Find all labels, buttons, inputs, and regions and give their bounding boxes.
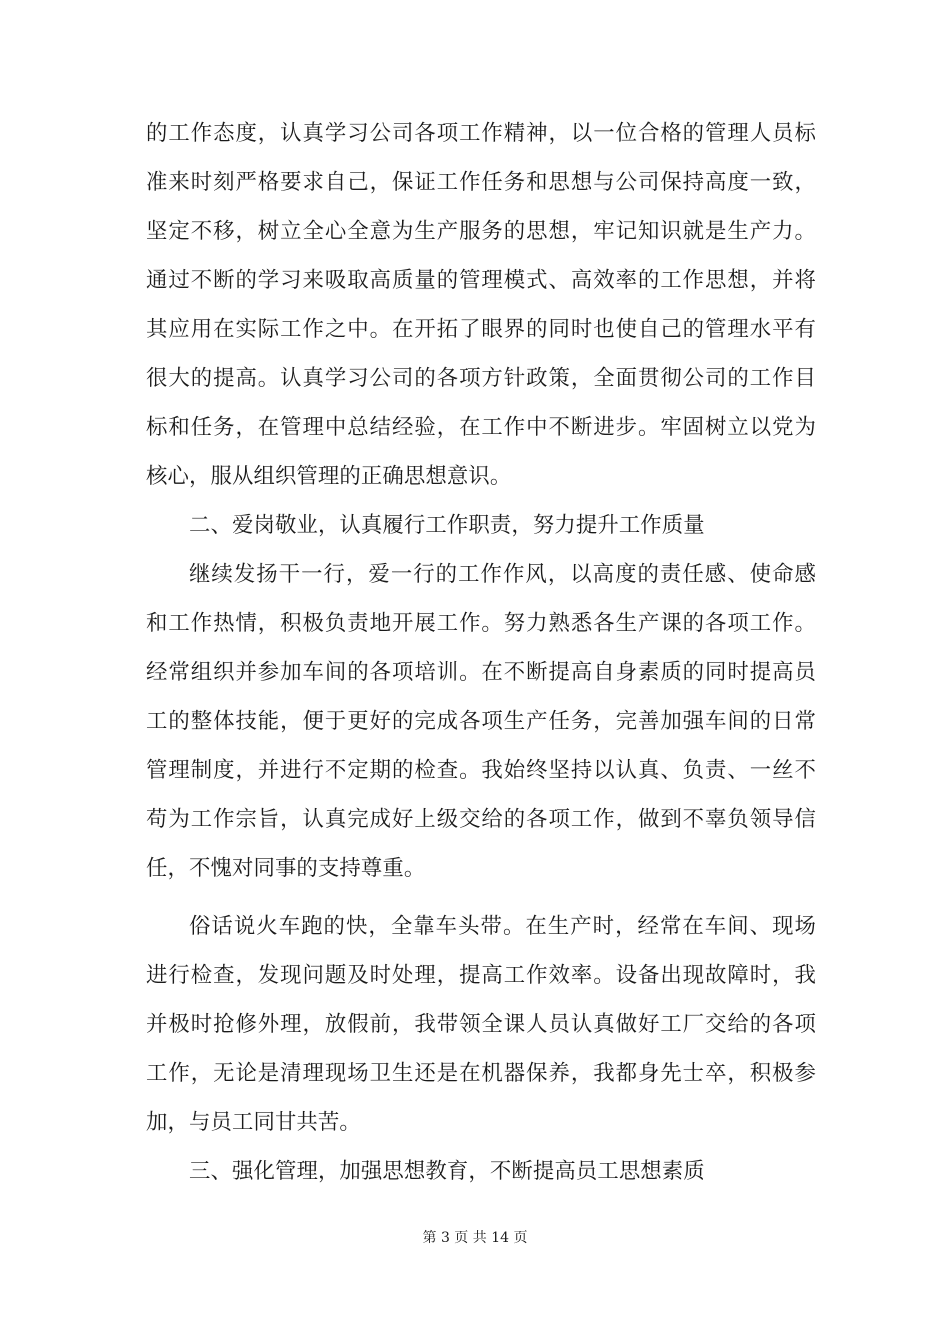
section-heading: 二、爱岗敬业，认真履行工作职责，努力提升工作质量 bbox=[189, 513, 705, 538]
body-line: 很大的提高。认真学习公司的各项方针政策，全面贯彻公司的工作目 bbox=[146, 366, 816, 391]
body-line: 工作，无论是清理现场卫生还是在机器保养，我都身先士卒，积极参 bbox=[146, 1061, 816, 1086]
body-line: 准来时刻严格要求自己，保证工作任务和思想与公司保持高度一致， bbox=[146, 170, 816, 195]
body-line: 核心，服从组织管理的正确思想意识。 bbox=[146, 464, 512, 489]
body-line: 俗话说火车跑的快，全靠车头带。在生产时，经常在车间、现场 bbox=[189, 914, 816, 939]
body-line: 和工作热情，积极负责地开展工作。努力熟悉各生产课的各项工作。 bbox=[146, 611, 816, 636]
section-heading: 三、强化管理，加强思想教育，不断提高员工思想素质 bbox=[189, 1159, 705, 1184]
page-number-footer: 第 3 页 共 14 页 bbox=[422, 1230, 528, 1246]
body-line: 进行检查，发现问题及时处理，提高工作效率。设备出现故障时，我 bbox=[146, 963, 816, 988]
body-line: 的工作态度，认真学习公司各项工作精神，以一位合格的管理人员标 bbox=[146, 121, 816, 146]
body-line: 继续发扬干一行，爱一行的工作作风，以高度的责任感、使命感 bbox=[189, 562, 816, 587]
body-line: 其应用在实际工作之中。在开拓了眼界的同时也使自己的管理水平有 bbox=[146, 317, 816, 342]
body-line: 标和任务，在管理中总结经验，在工作中不断进步。牢固树立以党为 bbox=[146, 415, 816, 440]
body-line: 坚定不移，树立全心全意为生产服务的思想，牢记知识就是生产力。 bbox=[146, 219, 816, 244]
body-line: 通过不断的学习来吸取高质量的管理模式、高效率的工作思想，并将 bbox=[146, 268, 816, 293]
body-line: 工的整体技能，便于更好的完成各项生产任务，完善加强车间的日常 bbox=[146, 709, 816, 734]
body-line: 经常组织并参加车间的各项培训。在不断提高自身素质的同时提高员 bbox=[146, 660, 816, 685]
body-line: 加，与员工同甘共苦。 bbox=[146, 1110, 361, 1135]
body-line: 苟为工作宗旨，认真完成好上级交给的各项工作，做到不辜负领导信 bbox=[146, 807, 816, 832]
body-line: 并极时抢修外理，放假前，我带领全课人员认真做好工厂交给的各项 bbox=[146, 1012, 816, 1037]
body-line: 任，不愧对同事的支持尊重。 bbox=[146, 856, 426, 881]
body-line: 管理制度，并进行不定期的检查。我始终坚持以认真、负责、一丝不 bbox=[146, 758, 816, 783]
